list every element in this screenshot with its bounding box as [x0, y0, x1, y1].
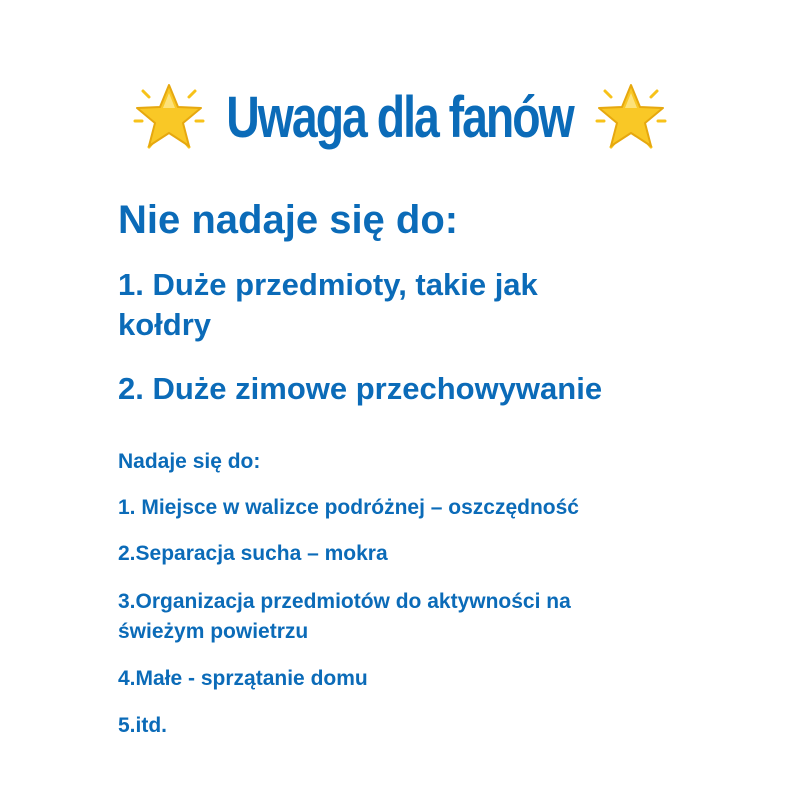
- suitable-item-3-line-2: świeżym powietrzu: [118, 620, 309, 643]
- star-icon: [591, 77, 671, 157]
- suitable-item-1: 1. Miejsce w walizce podróżnej – oszczędność: [118, 496, 579, 519]
- page-title: Uwaga dla fanów: [226, 84, 574, 150]
- suitable-item-3-line-1: 3.Organizacja przedmiotów do aktywności na: [118, 590, 571, 613]
- not-suitable-item-1-line-1: 1. Duże przedmioty, takie jak: [118, 267, 538, 302]
- not-suitable-item-2: 2. Duże zimowe przechowywanie: [118, 371, 603, 406]
- not-suitable-heading: Nie nadaje się do:: [118, 198, 459, 242]
- suitable-item-4: 4.Małe - sprzątanie domu: [118, 667, 368, 690]
- suitable-item-5: 5.itd.: [118, 714, 168, 737]
- title-row: [0, 72, 800, 162]
- suitable-heading: Nadaje się do:: [118, 450, 261, 473]
- star-icon: [129, 77, 209, 157]
- not-suitable-item-1-line-2: kołdry: [118, 307, 212, 342]
- suitable-item-2: 2.Separacja sucha – mokra: [118, 542, 388, 565]
